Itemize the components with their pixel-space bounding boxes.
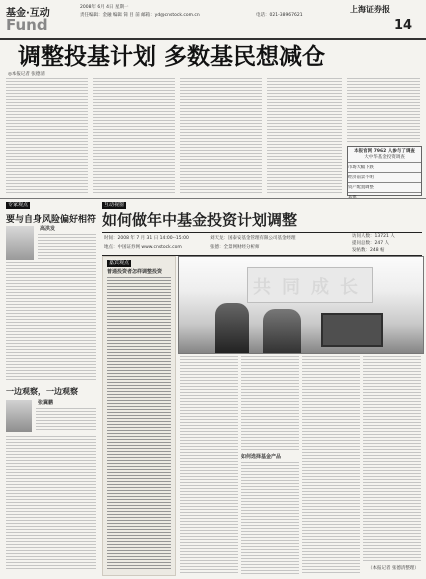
top-col-2 xyxy=(93,78,175,194)
page-number: 14 xyxy=(394,18,413,33)
left-section xyxy=(4,202,98,576)
header-rule xyxy=(0,38,426,40)
main-col-2 xyxy=(241,356,299,450)
banner-char-1: 共 xyxy=(253,277,271,298)
top-col-3 xyxy=(180,78,262,194)
author2-name: 张冀鹏 xyxy=(38,400,54,406)
subhead-2: 如何选择基金产品 xyxy=(241,454,282,460)
left-section-tag: 专家观点 xyxy=(8,202,29,208)
info-time: 时间：2008 年 7 月 31 日 14:00--15:00 xyxy=(104,236,189,241)
left-col-text-3 xyxy=(36,408,96,432)
info-count-3: 发帖数：248 帖 xyxy=(352,248,385,253)
left-col-text-4 xyxy=(6,436,96,570)
info-count-2: 提问总数：247 人 xyxy=(352,241,390,246)
left-title: 要与自身风险偏好相符 xyxy=(6,215,97,225)
headline: 调整投基计划 多数基民想减仓 xyxy=(18,43,326,70)
left-col-text-1 xyxy=(38,234,96,260)
author1-photo xyxy=(6,226,34,260)
editor-line: 责任编辑：金融 编辑 简 目 前 邮箱：yd@cnstock.com.cn xyxy=(80,13,200,18)
subhead-1: 普通投资者怎样调整投资 xyxy=(107,269,163,275)
section-divider xyxy=(0,198,426,199)
banner-char-3: 成 xyxy=(311,277,329,298)
author2-photo xyxy=(6,400,32,432)
phone-line: 电话：021-38967621 xyxy=(256,13,303,18)
fund-label: Fund xyxy=(6,16,48,34)
brand-logo: 上海证券报 xyxy=(350,4,390,14)
main-col-4 xyxy=(302,356,360,574)
top-col-5 xyxy=(347,78,420,143)
main-col-1 xyxy=(180,356,238,574)
highlight-tag: 嘉宾观点 xyxy=(109,260,130,266)
author1-name: 高洪发 xyxy=(40,226,56,232)
poll-box xyxy=(347,146,422,196)
poll-row xyxy=(348,192,421,202)
photo-monitor xyxy=(321,313,383,347)
banner-char-2: 同 xyxy=(282,277,300,298)
section-label: 基金·互动 xyxy=(6,8,50,19)
poll-cell: 市场大幅下跌 xyxy=(348,165,374,170)
photo-screen xyxy=(178,256,424,354)
left-col-text-2 xyxy=(6,262,96,382)
photo-person-1 xyxy=(215,303,249,353)
info-guest-1: 刘天龙：国泰安基金管理有限公司基金经理 xyxy=(210,236,296,241)
banner-char-4: 长 xyxy=(340,277,358,298)
highlight-text xyxy=(107,277,171,571)
headline-block xyxy=(0,44,426,69)
main-section xyxy=(102,202,422,576)
info-bar xyxy=(102,232,422,256)
main-title: 如何做年中基金投资计划调整 xyxy=(102,211,298,229)
left-highlight xyxy=(102,256,176,576)
poll-table xyxy=(348,162,421,202)
poll-row xyxy=(348,162,421,172)
top-col-4 xyxy=(267,78,342,194)
photo-person-2 xyxy=(263,309,301,353)
issue-line: 2008年 6月 4日 星期一 xyxy=(80,5,129,10)
left-mini-title: 一边观察，一边观察 xyxy=(6,386,78,396)
main-col-5 xyxy=(363,356,421,562)
top-col-1 xyxy=(6,78,88,194)
main-section-tag: 互动视窗 xyxy=(104,202,125,208)
info-count-1: 访问人数：13721 人 xyxy=(352,234,395,239)
info-place: 地点：中国证券网 www.cnstock.com xyxy=(104,245,182,250)
poll-cell: 经济前景不明 xyxy=(348,175,374,180)
header xyxy=(0,0,426,44)
poll-row xyxy=(348,172,421,182)
poll-cell: 资产配置调整 xyxy=(348,185,374,190)
footer-credits: （本报记者 张德清整理） xyxy=(368,566,419,571)
poll-title-2: 大中华基金投资调查 xyxy=(364,155,405,160)
poll-title-1: 本报官网 7962 人参与了调查 xyxy=(354,149,415,154)
top-story xyxy=(6,78,420,196)
main-col-3 xyxy=(241,462,299,574)
poll-row xyxy=(348,182,421,192)
info-guest-2: 张德：全景网财经分析师 xyxy=(210,245,260,250)
byline: ◎本报记者 张德清 xyxy=(8,72,45,77)
